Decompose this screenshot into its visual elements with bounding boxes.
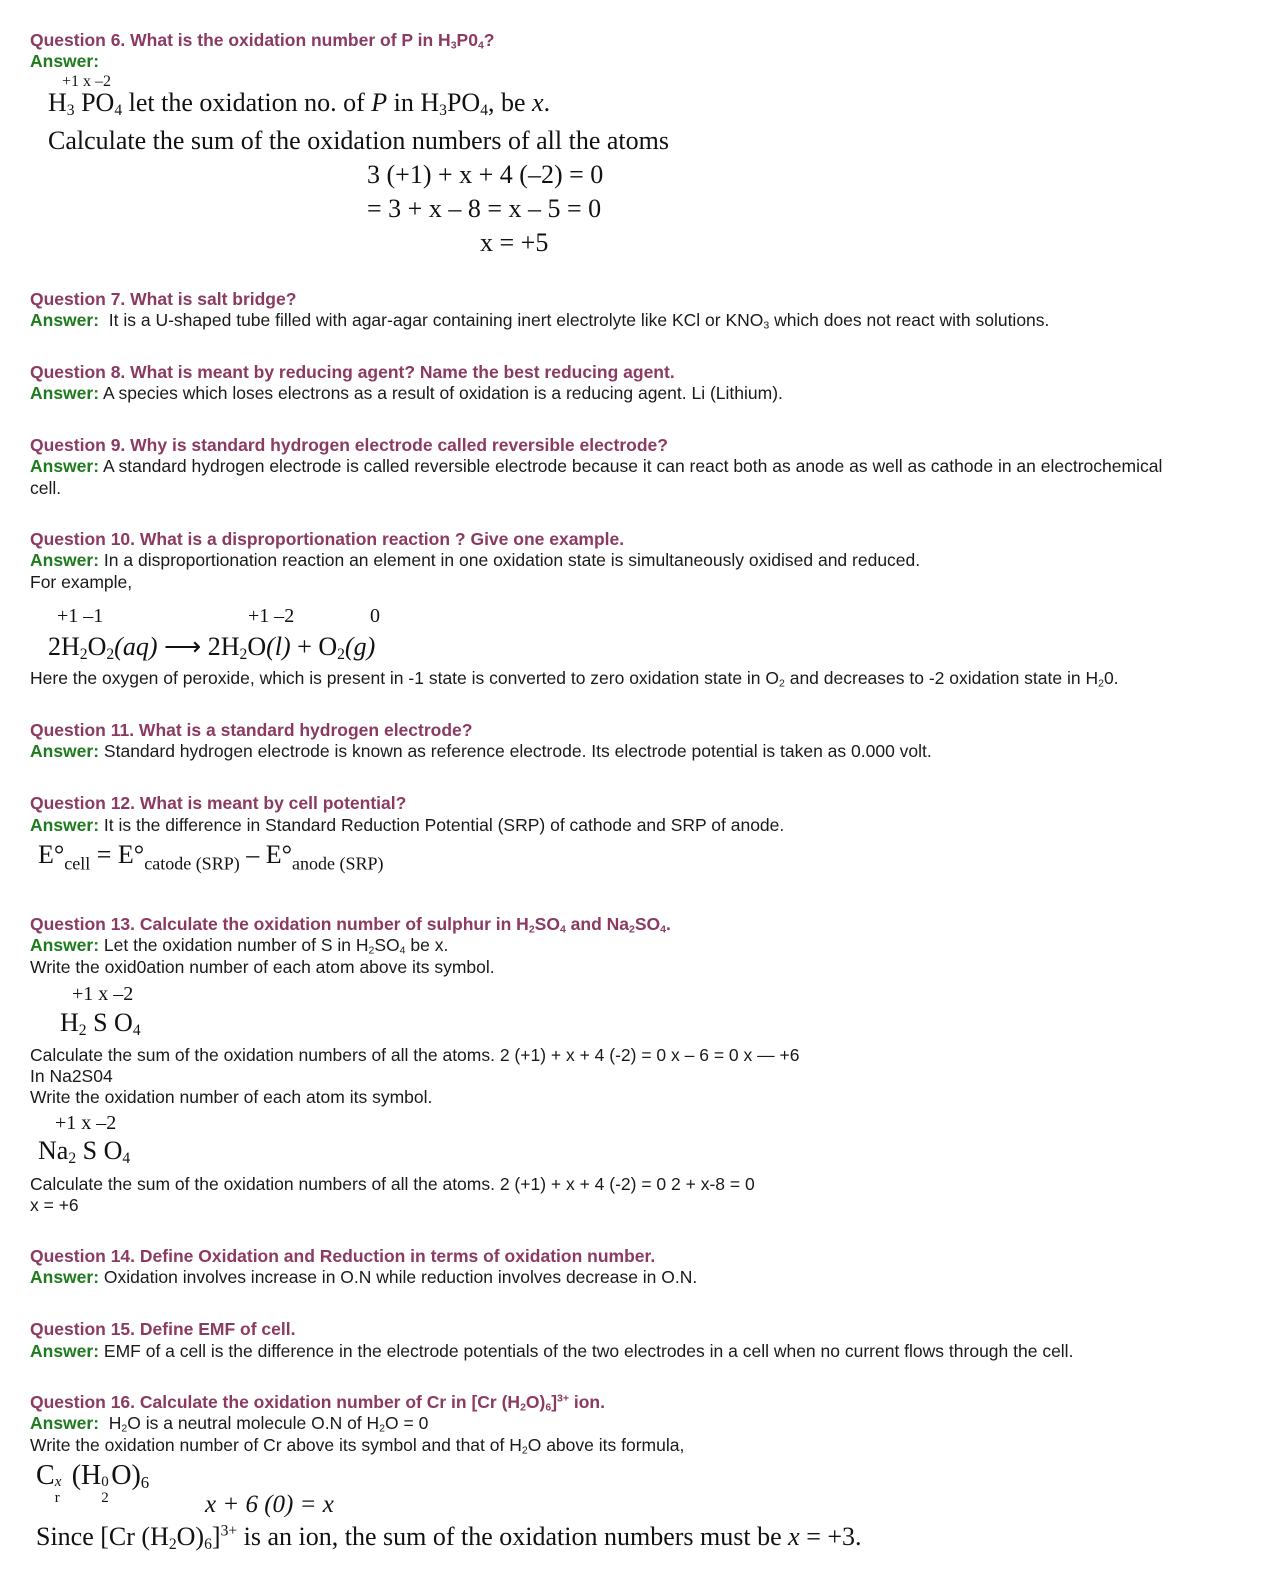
- question-13-title: Question 13. Calculate the oxidation number of sulphur in $H_2SO_4$ and $Na_2SO_4$.: [30, 914, 671, 936]
- question-14-answer: Answer: Oxidation involves increase in O.N while reduction involves decrease in O.N.: [30, 1267, 698, 1287]
- question-10-example-label: For example,: [30, 572, 133, 592]
- question-8-answer: Answer: A species which loses electrons as a result of oxidation is a reducing agent. Li (Lithium).: [30, 383, 783, 403]
- question-10-answer: Answer: In a disproportionation reaction an element in one oxidation state is simultaneously oxidised and reduced.: [30, 550, 921, 570]
- q13-calc-2: Calculate the sum of the oxidation numbers of all the atoms. 2 (+1) + x + 4 (-2) = 0 2 + x-8 = 0: [30, 1174, 755, 1194]
- q16-formula: C x r (H 0 2 $O)_6$: [36, 1460, 150, 1506]
- q13-in-na2so4: In Na2S04: [30, 1066, 113, 1086]
- q6-oxidation-labels: +1 x –2: [62, 73, 112, 90]
- question-12-answer: Answer: It is the difference in Standard Reduction Potential (SRP) of cathode and SRP of anode.: [30, 815, 785, 835]
- q10-ox-1: +1 –1: [57, 605, 104, 627]
- question-12-title: Question 12. What is meant by cell potential?: [30, 793, 407, 813]
- q13-calc-1: Calculate the sum of the oxidation numbers of all the atoms. 2 (+1) + x + 4 (-2) = 0 x – 6 = 0 x — +6: [30, 1045, 800, 1065]
- question-6-title: Question 6. What is the oxidation number of P in $H_3P0_4$?: [30, 30, 495, 52]
- q16-equation: x + 6 (0) = x: [205, 1491, 334, 1518]
- q6-formula-line: $H_3$ $PO_4$ let the oxidation no. of P in $H_3PO_4$, be x.: [48, 88, 551, 119]
- question-9-title: Question 9. Why is standard hydrogen electrode called reversible electrode?: [30, 435, 668, 455]
- question-8-title: Question 8. What is meant by reducing agent? Name the best reducing agent.: [30, 362, 675, 382]
- question-9-answer: Answer: A standard hydrogen electrode is called reversible electrode because it can react both as anode as well as cathode in an electrochemical: [30, 456, 1163, 476]
- question-6-answer-label: Answer:: [30, 51, 100, 71]
- reaction-arrow-icon: ⟶: [163, 632, 202, 661]
- q10-ox-2: +1 –2: [248, 605, 295, 627]
- q10-ox-3: 0: [370, 605, 380, 627]
- question-15-answer: Answer: EMF of a cell is the difference in the electrode potentials of the two electrodes in a cell when no current flows through the cell.: [30, 1341, 1074, 1361]
- q13-ox-h2so4: +1 x –2: [72, 983, 134, 1005]
- question-7-answer: Answer: It is a U-shaped tube filled with agar-agar containing inert electrolyte like KCl or $KNO_3$ which does not react with solutions.: [30, 310, 1050, 332]
- q13-ox-na2so4: +1 x –2: [55, 1112, 117, 1134]
- question-16-answer: Answer: $H_2O$ is a neutral molecule O.N of $H_2O = 0$: [30, 1413, 429, 1435]
- q10-reaction: $2H_2O_2(aq)$ ⟶ $2H_2O(l) + O_2(g)$: [48, 632, 376, 663]
- question-13-answer: Answer: Let the oxidation number of S in $H_2SO_4$ be x.: [30, 935, 449, 957]
- q13-write-line-2: Write the oxidation number of each atom its symbol.: [30, 1087, 433, 1107]
- q6-calc-line: Calculate the sum of the oxidation numbers of all the atoms: [48, 126, 669, 155]
- question-9-answer-cont: cell.: [30, 478, 62, 498]
- q16-conclusion: Since [Cr $(H_2O)_6]^{3+}$ is an ion, the sum of the oxidation numbers must be x = +3.: [36, 1522, 862, 1553]
- q13-result: x = +6: [30, 1195, 79, 1215]
- question-11-answer: Answer: Standard hydrogen electrode is known as reference electrode. Its electrode potential is taken as 0.000 volt.: [30, 741, 932, 761]
- q6-eq3: x = +5: [480, 228, 549, 257]
- question-7-title: Question 7. What is salt bridge?: [30, 289, 297, 309]
- question-11-title: Question 11. What is a standard hydrogen electrode?: [30, 720, 473, 740]
- question-16-title: Question 16. Calculate the oxidation number of Cr in [Cr $(H_2O)_6]^{3+}$ ion.: [30, 1392, 605, 1414]
- q13-write-line-1: Write the oxid0ation number of each atom above its symbol.: [30, 957, 495, 977]
- question-15-title: Question 15. Define EMF of cell.: [30, 1319, 296, 1339]
- question-10-explanation: Here the oxygen of peroxide, which is present in -1 state is converted to zero oxidation state in $O_2$ and decreases to -2 oxidation state in $H_20$.: [30, 668, 1119, 690]
- q6-eq2: = 3 + x – 8 = x – 5 = 0: [367, 194, 602, 223]
- question-14-title: Question 14. Define Oxidation and Reduction in terms of oxidation number.: [30, 1246, 656, 1266]
- q6-eq1: 3 (+1) + x + 4 (–2) = 0: [367, 160, 604, 189]
- q13-formula-na2so4: $Na_2$ S $O_4$: [38, 1136, 131, 1167]
- q13-formula-h2so4: $H_2$ S $O_4$: [60, 1008, 141, 1039]
- q12-cell-potential-equation: $E^\circ_{cell} = E^\circ_{catode (SRP)} - E^\circ_{anode (SRP)}$: [38, 840, 384, 874]
- question-10-title: Question 10. What is a disproportionation reaction ? Give one example.: [30, 529, 625, 549]
- q16-write-line: Write the oxidation number of Cr above its symbol and that of $H_2O$ above its formula,: [30, 1435, 685, 1457]
